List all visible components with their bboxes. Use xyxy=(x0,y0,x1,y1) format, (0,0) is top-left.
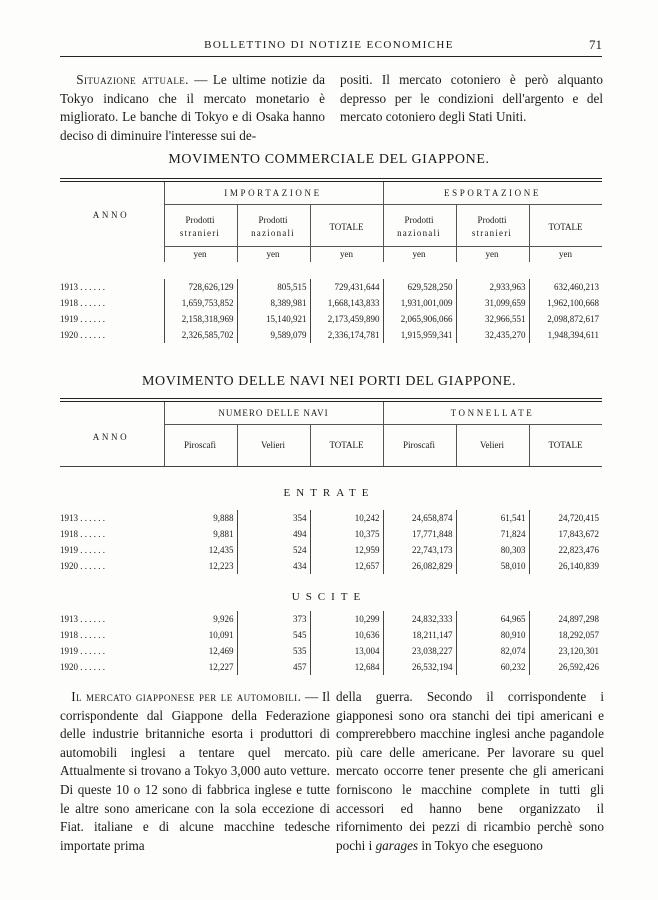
header-rule xyxy=(60,56,602,57)
article-left-text: — Il corrispondente dal Giappone della Federazione delle industrie britanniche esorta i produttori di automobili inglesi a tentare quel mercato. Attualmente si trovano a Tokyo 3,000 auto vetture. Di queste 10 o 12 sono di fabbrica inglese e tutte le altre sono americane con la sola eccezione di Fiat. italiane e di alcune macchine tedesche importate prima xyxy=(60,689,331,853)
table-row: 1913 . . . . . . 9,926 373 10,299 24,832,333 64,965 24,897,298 xyxy=(60,611,602,627)
running-header: BOLLETTINO DI NOTIZIE ECONOMICHE xyxy=(204,39,454,51)
export-col2-head: Prodotti stranieri xyxy=(471,215,513,238)
col-totale: TOTALE xyxy=(329,440,364,450)
col-totale-ton: TOTALE xyxy=(548,440,583,450)
article-left-column xyxy=(60,688,330,855)
intro-right-column xyxy=(340,71,603,127)
export-total-head: TOTALE xyxy=(548,222,583,232)
table-row: 1913 . . . . . . 728,626,129 805,515 729,431,644 629,528,250 2,933,963 632,460,213 xyxy=(60,279,602,295)
intro-left-column xyxy=(60,71,325,145)
ships-table-header xyxy=(60,398,602,467)
table-row: 1920 . . . . . . 2,326,585,702 9,589,079 2,336,174,781 1,915,959,341 32,435,270 1,948,394,611 xyxy=(60,327,602,343)
trade-table-header xyxy=(60,178,602,262)
article-right-italic: garages xyxy=(375,837,419,853)
table-row: 1919 . . . . . . 12,435 524 12,959 22,743,173 80,303 22,823,476 xyxy=(60,542,602,558)
unit-label: yen xyxy=(559,249,572,259)
table-row: 1918 . . . . . . 10,091 545 10,636 18,211,147 80,910 18,292,057 xyxy=(60,627,602,643)
unit-label: yen xyxy=(266,249,280,259)
trade-anno-label: ANNO xyxy=(92,210,130,220)
ships-anno-label: ANNO xyxy=(92,432,130,442)
intro-right-text: positi. Il mercato cotoniero è però alquanto depresso per le condizioni dell'argento e del mercato cotoniero degli Stati Uniti. xyxy=(340,72,603,125)
article-right-text-a: della guerra. Secondo il corrispondente i giapponesi sono ora stanchi dei tipi americani e comprerebbero macchine inglesi anche pagandole più care delle americane. Per lavorare su quel mercato occorre tener presente che gli americani forniscono le macchine complete in tutti gli accessori ed hanno bene organizzato il rifornimento dei pezzi di ricambio perchè sono pochi i xyxy=(336,689,604,853)
uscite-table xyxy=(60,611,602,675)
table-row: 1919 . . . . . . 2,158,318,969 15,140,921 2,173,459,890 2,065,906,066 32,966,551 2,098,872,617 xyxy=(60,311,602,327)
col-velieri-ton: Velieri xyxy=(480,440,504,450)
table-row: 1920 . . . . . . 12,227 457 12,684 26,532,194 60,232 26,592,426 xyxy=(60,659,602,675)
unit-label: yen xyxy=(412,249,426,259)
table-row: 1913 . . . . . . 9,888 354 10,242 24,658,874 61,541 24,720,415 xyxy=(60,510,602,526)
export-col1-head: Prodotti nazionali xyxy=(397,215,441,238)
unit-label: yen xyxy=(193,249,207,259)
intro-heading: Situazione attuale. xyxy=(76,72,189,87)
table-row: 1918 . . . . . . 1,659,753,852 8,389,981 1,668,143,833 1,931,001,009 31,099,659 1,962,100,668 xyxy=(60,295,602,311)
ships-table-title: MOVIMENTO DELLE NAVI NEI PORTI DEL GIAPPONE. xyxy=(141,374,517,389)
article-right-text-b: in Tokyo che eseguono xyxy=(421,837,543,853)
col-velieri: Velieri xyxy=(261,440,285,450)
num-ships-label: NUMERO DELLE NAVI xyxy=(218,408,329,418)
import-col1-head: Prodotti stranieri xyxy=(179,215,221,238)
table-row: 1919 . . . . . . 12,469 535 13,004 23,038,227 82,074 23,120,301 xyxy=(60,643,602,659)
import-col2-head: Prodotti nazionali xyxy=(251,215,295,238)
article-heading: Il mercato giapponese per le automobili. xyxy=(71,689,302,704)
table-row: 1918 . . . . . . 9,881 494 10,375 17,771,848 71,824 17,843,672 xyxy=(60,526,602,542)
entrate-table xyxy=(60,510,602,574)
import-label: IMPORTAZIONE xyxy=(224,188,322,198)
page-number: 71 xyxy=(589,37,602,52)
intro-left-text: — Le ultime notizie da Tokyo indicano che il mercato monetario è migliorato. Le banche di Tokyo e di Osaka hanno deciso di diminuire l'interesse sui de- xyxy=(60,72,325,143)
uscite-label: USCITE xyxy=(291,591,367,603)
import-total-head: TOTALE xyxy=(329,222,364,232)
article-right-column xyxy=(336,688,604,855)
table-row: 1920 . . . . . . 12,223 434 12,657 26,082,829 58,010 26,140,839 xyxy=(60,558,602,574)
tonnage-label: TONNELLATE xyxy=(450,408,535,418)
col-piroscafi-ton: Piroscafi xyxy=(403,440,435,450)
col-piroscafi: Piroscafi xyxy=(184,440,216,450)
trade-table-body xyxy=(60,279,602,343)
unit-label: yen xyxy=(485,249,499,259)
trade-table-title: MOVIMENTO COMMERCIALE DEL GIAPPONE. xyxy=(168,152,490,167)
unit-label: yen xyxy=(340,249,353,259)
export-label: ESPORTAZIONE xyxy=(444,188,541,198)
entrate-label: ENTRATE xyxy=(283,487,375,499)
